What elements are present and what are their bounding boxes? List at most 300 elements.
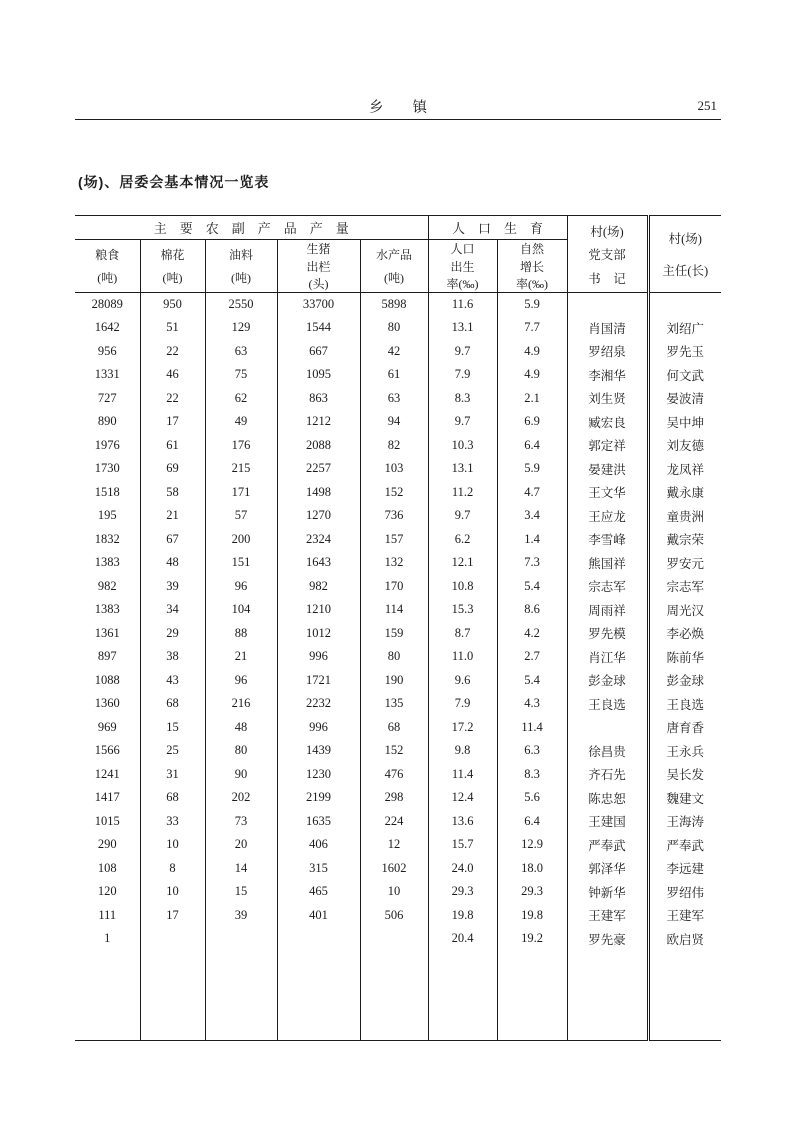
cell-birth-rate: 10.3 — [428, 434, 497, 458]
cell-oilseed — [205, 927, 277, 951]
cell-grain: 1331 — [94, 367, 120, 382]
cell-director-name: 李必焕 — [648, 622, 721, 646]
cell-grain: 1642 — [94, 320, 120, 335]
filler-cell — [428, 951, 497, 1041]
cell-secretary-name: 臧宏良 — [567, 410, 648, 434]
cell-aquatic: 190 — [360, 669, 428, 693]
cell-aquatic: 298 — [360, 786, 428, 810]
column-header-2 — [205, 240, 277, 293]
cell-oilseed: 176 — [205, 434, 277, 458]
cell-pigs: 1498 — [277, 481, 360, 505]
cell-oilseed: 49 — [205, 410, 277, 434]
cell-growth-rate: 2.1 — [497, 387, 567, 411]
cell-aquatic: 152 — [360, 739, 428, 763]
header-line: 棉花 — [160, 248, 185, 262]
cell-grain: 1566 — [94, 743, 120, 758]
cell-pigs: 1012 — [277, 622, 360, 646]
cell-birth-rate: 9.6 — [428, 669, 497, 693]
cell-growth-rate: 4.9 — [497, 363, 567, 387]
cell-grain: 897 — [97, 649, 117, 664]
cell-birth-rate: 13.6 — [428, 810, 497, 834]
cell-birth-rate: 15.7 — [428, 833, 497, 857]
cell-director-name: 罗绍伟 — [648, 880, 721, 904]
cell-cotton: 10 — [140, 880, 205, 904]
cell-secretary-name: 周雨祥 — [567, 598, 648, 622]
header-line: 书 记 — [588, 271, 626, 286]
cell-director-name: 陈前华 — [648, 645, 721, 669]
cell-birth-rate: 24.0 — [428, 857, 497, 881]
cell-cotton: 8 — [140, 857, 205, 881]
cell-grain: 1360 — [94, 696, 120, 711]
cell-aquatic: 157 — [360, 528, 428, 552]
cell-birth-rate: 7.9 — [428, 692, 497, 716]
cell-secretary-name — [567, 293, 648, 317]
table-row — [75, 645, 721, 669]
cell-grain: 1730 — [94, 461, 120, 476]
cell-birth-rate: 20.4 — [428, 927, 497, 951]
column-header-5 — [428, 240, 497, 293]
cell-aquatic: 63 — [360, 387, 428, 411]
cell-cotton: 17 — [140, 904, 205, 928]
cell-secretary-name: 严奉武 — [567, 833, 648, 857]
table-title: (场)、居委会基本情况一览表 — [78, 174, 270, 190]
cell-director-name: 周光汉 — [648, 598, 721, 622]
cell-birth-rate: 6.2 — [428, 528, 497, 552]
cell-birth-rate: 11.2 — [428, 481, 497, 505]
cell-grain: 1518 — [94, 484, 120, 499]
column-header-secretary — [567, 216, 648, 293]
cell-oilseed: 21 — [205, 645, 277, 669]
cell-pigs: 1212 — [277, 410, 360, 434]
cell-grain: 890 — [97, 414, 117, 429]
cell-cotton: 67 — [140, 528, 205, 552]
cell-secretary-name: 齐石先 — [567, 763, 648, 787]
cell-growth-rate: 6.9 — [497, 410, 567, 434]
group-header-products: 主 要 农 副 产 品 产 量 — [75, 216, 428, 240]
cell-growth-rate: 4.2 — [497, 622, 567, 646]
cell-director-name — [648, 293, 721, 317]
cell-aquatic: 82 — [360, 434, 428, 458]
cell-oilseed: 75 — [205, 363, 277, 387]
cell-oilseed: 20 — [205, 833, 277, 857]
cell-birth-rate: 19.8 — [428, 904, 497, 928]
header-line: 出栏 — [306, 259, 331, 274]
cell-director-name: 童贵洲 — [648, 504, 721, 528]
cell-pigs: 1230 — [277, 763, 360, 787]
cell-birth-rate: 13.1 — [428, 457, 497, 481]
table-row — [75, 410, 721, 434]
cell-grain: 28089 — [91, 297, 123, 311]
cell-grain: 1241 — [94, 766, 120, 781]
cell-director-name: 唐育香 — [648, 716, 721, 740]
cell-grain: 120 — [97, 884, 117, 899]
cell-grain: 1976 — [94, 437, 120, 452]
cell-grain: 727 — [97, 390, 117, 405]
cell-aquatic: 42 — [360, 340, 428, 364]
cell-growth-rate: 11.4 — [497, 716, 567, 740]
filler-cell — [567, 951, 648, 1041]
cell-cotton: 34 — [140, 598, 205, 622]
table-row — [75, 739, 721, 763]
cell-birth-rate: 9.7 — [428, 504, 497, 528]
cell-oilseed: 88 — [205, 622, 277, 646]
cell-growth-rate: 5.9 — [497, 457, 567, 481]
cell-secretary-name: 王良选 — [567, 692, 648, 716]
cell-cotton: 31 — [140, 763, 205, 787]
table-row — [75, 293, 721, 317]
cell-growth-rate: 6.3 — [497, 739, 567, 763]
table-row — [75, 904, 721, 928]
cell-birth-rate: 8.3 — [428, 387, 497, 411]
cell-grain: 1015 — [94, 813, 120, 828]
cell-oilseed: 80 — [205, 739, 277, 763]
cell-oilseed: 14 — [205, 857, 277, 881]
cell-growth-rate: 5.9 — [497, 293, 567, 317]
table-row — [75, 528, 721, 552]
cell-director-name: 彭金球 — [648, 669, 721, 693]
cell-pigs: 1635 — [277, 810, 360, 834]
filler-cell — [75, 951, 140, 1041]
table-row — [75, 363, 721, 387]
cell-growth-rate: 5.4 — [497, 669, 567, 693]
header-line: 出生 — [450, 259, 475, 274]
cell-secretary-name: 郭定祥 — [567, 434, 648, 458]
header-line: (吨) — [384, 271, 405, 285]
cell-pigs: 2199 — [277, 786, 360, 810]
cell-grain: 1 — [104, 931, 111, 946]
cell-pigs: 1544 — [277, 316, 360, 340]
cell-secretary-name: 郭泽华 — [567, 857, 648, 881]
cell-growth-rate: 4.9 — [497, 340, 567, 364]
cell-aquatic: 80 — [360, 316, 428, 340]
cell-cotton — [140, 927, 205, 951]
cell-grain: 1361 — [94, 625, 120, 640]
cell-oilseed: 62 — [205, 387, 277, 411]
cell-cotton: 69 — [140, 457, 205, 481]
cell-oilseed: 216 — [205, 692, 277, 716]
cell-director-name: 严奉武 — [648, 833, 721, 857]
cell-grain: 1832 — [94, 531, 120, 546]
cell-pigs: 1270 — [277, 504, 360, 528]
cell-growth-rate: 3.4 — [497, 504, 567, 528]
cell-director-name: 吴中坤 — [648, 410, 721, 434]
filler-cell — [277, 951, 360, 1041]
cell-pigs: 982 — [277, 575, 360, 599]
table-row — [75, 434, 721, 458]
column-header-1 — [140, 240, 205, 293]
cell-pigs: 2257 — [277, 457, 360, 481]
table-row — [75, 857, 721, 881]
header-line: 生猪 — [306, 242, 331, 257]
header-line: 村(场) — [668, 232, 702, 247]
table-row — [75, 716, 721, 740]
cell-grain: 969 — [97, 719, 117, 734]
cell-pigs: 667 — [277, 340, 360, 364]
cell-aquatic: 80 — [360, 645, 428, 669]
cell-pigs: 863 — [277, 387, 360, 411]
cell-director-name: 刘友德 — [648, 434, 721, 458]
cell-cotton: 51 — [140, 316, 205, 340]
table-row — [75, 316, 721, 340]
cell-cotton: 25 — [140, 739, 205, 763]
cell-grain: 982 — [97, 578, 117, 593]
cell-secretary-name — [567, 716, 648, 740]
cell-oilseed: 96 — [205, 669, 277, 693]
cell-oilseed: 2550 — [205, 293, 277, 317]
filler-cell — [205, 951, 277, 1041]
cell-oilseed: 39 — [205, 904, 277, 928]
page-number: 251 — [697, 98, 717, 113]
cell-growth-rate: 19.2 — [497, 927, 567, 951]
cell-growth-rate: 8.3 — [497, 763, 567, 787]
table-row — [75, 927, 721, 951]
cell-secretary-name: 徐昌贵 — [567, 739, 648, 763]
cell-aquatic — [360, 927, 428, 951]
cell-pigs: 2324 — [277, 528, 360, 552]
column-header-director — [648, 216, 721, 293]
cell-aquatic: 132 — [360, 551, 428, 575]
cell-aquatic: 10 — [360, 880, 428, 904]
table-row — [75, 598, 721, 622]
filler-cell — [360, 951, 428, 1041]
header-line: 水产品 — [376, 248, 413, 262]
header-line: 油料 — [228, 248, 253, 262]
cell-birth-rate: 11.6 — [428, 293, 497, 317]
cell-cotton: 39 — [140, 575, 205, 599]
cell-aquatic: 170 — [360, 575, 428, 599]
cell-birth-rate: 12.4 — [428, 786, 497, 810]
cell-growth-rate: 1.4 — [497, 528, 567, 552]
cell-grain: 1383 — [94, 602, 120, 617]
cell-growth-rate: 18.0 — [497, 857, 567, 881]
group-header-population: 人 口 生 育 — [428, 216, 567, 240]
stats-table — [75, 215, 721, 1041]
cell-pigs: 1095 — [277, 363, 360, 387]
cell-grain: 1088 — [94, 672, 120, 687]
cell-growth-rate: 4.7 — [497, 481, 567, 505]
cell-pigs: 996 — [277, 645, 360, 669]
table-row — [75, 669, 721, 693]
cell-oilseed: 202 — [205, 786, 277, 810]
cell-oilseed: 57 — [205, 504, 277, 528]
column-header-0 — [75, 240, 140, 293]
cell-aquatic: 68 — [360, 716, 428, 740]
cell-growth-rate: 4.3 — [497, 692, 567, 716]
table-row — [75, 340, 721, 364]
cell-aquatic: 159 — [360, 622, 428, 646]
cell-cotton: 22 — [140, 340, 205, 364]
cell-growth-rate: 6.4 — [497, 434, 567, 458]
table-row — [75, 387, 721, 411]
cell-cotton: 48 — [140, 551, 205, 575]
cell-birth-rate: 11.4 — [428, 763, 497, 787]
cell-birth-rate: 8.7 — [428, 622, 497, 646]
header-line: (吨) — [231, 271, 251, 285]
cell-pigs: 1643 — [277, 551, 360, 575]
cell-cotton: 68 — [140, 786, 205, 810]
cell-cotton: 58 — [140, 481, 205, 505]
cell-pigs: 1439 — [277, 739, 360, 763]
cell-aquatic: 5898 — [360, 293, 428, 317]
cell-secretary-name: 钟新华 — [567, 880, 648, 904]
filler-cell — [497, 951, 567, 1041]
cell-growth-rate: 8.6 — [497, 598, 567, 622]
cell-birth-rate: 17.2 — [428, 716, 497, 740]
cell-cotton: 68 — [140, 692, 205, 716]
cell-pigs: 401 — [277, 904, 360, 928]
cell-growth-rate: 29.3 — [497, 880, 567, 904]
cell-secretary-name: 熊国祥 — [567, 551, 648, 575]
table-row — [75, 833, 721, 857]
cell-growth-rate: 5.4 — [497, 575, 567, 599]
column-header-3 — [277, 240, 360, 293]
cell-birth-rate: 7.9 — [428, 363, 497, 387]
cell-director-name: 罗先玉 — [648, 340, 721, 364]
cell-oilseed: 171 — [205, 481, 277, 505]
cell-birth-rate: 9.7 — [428, 410, 497, 434]
cell-secretary-name: 罗先豪 — [567, 927, 648, 951]
cell-birth-rate: 9.8 — [428, 739, 497, 763]
cell-grain: 108 — [97, 860, 117, 875]
cell-pigs: 465 — [277, 880, 360, 904]
cell-oilseed: 104 — [205, 598, 277, 622]
cell-grain: 290 — [97, 837, 117, 852]
cell-grain: 1417 — [94, 790, 120, 805]
table-head — [75, 216, 721, 293]
cell-secretary-name: 李湘华 — [567, 363, 648, 387]
cell-aquatic: 135 — [360, 692, 428, 716]
cell-grain: 195 — [97, 508, 117, 523]
cell-director-name: 魏建文 — [648, 786, 721, 810]
cell-birth-rate: 10.8 — [428, 575, 497, 599]
cell-director-name: 王海涛 — [648, 810, 721, 834]
cell-director-name: 王建军 — [648, 904, 721, 928]
table-row — [75, 880, 721, 904]
cell-growth-rate: 7.7 — [497, 316, 567, 340]
header-line: 党支部 — [588, 248, 626, 262]
cell-grain: 1383 — [94, 555, 120, 570]
cell-secretary-name: 刘生贤 — [567, 387, 648, 411]
cell-pigs: 2088 — [277, 434, 360, 458]
cell-secretary-name: 罗绍泉 — [567, 340, 648, 364]
cell-oilseed: 63 — [205, 340, 277, 364]
cell-cotton: 61 — [140, 434, 205, 458]
cell-director-name: 王永兵 — [648, 739, 721, 763]
header-line: 粮食 — [95, 248, 120, 262]
cell-pigs: 1721 — [277, 669, 360, 693]
cell-aquatic: 103 — [360, 457, 428, 481]
cell-secretary-name: 晏建洪 — [567, 457, 648, 481]
cell-aquatic: 1602 — [360, 857, 428, 881]
cell-cotton: 43 — [140, 669, 205, 693]
header-line: 率(‰) — [446, 276, 479, 291]
cell-aquatic: 736 — [360, 504, 428, 528]
cell-oilseed: 200 — [205, 528, 277, 552]
cell-director-name: 晏波清 — [648, 387, 721, 411]
cell-director-name: 吴长发 — [648, 763, 721, 787]
header-line: (吨) — [162, 271, 183, 285]
cell-cotton: 950 — [140, 293, 205, 317]
cell-birth-rate: 9.7 — [428, 340, 497, 364]
cell-birth-rate: 15.3 — [428, 598, 497, 622]
cell-aquatic: 506 — [360, 904, 428, 928]
cell-birth-rate: 12.1 — [428, 551, 497, 575]
cell-director-name: 刘绍广 — [648, 316, 721, 340]
cell-director-name: 罗安元 — [648, 551, 721, 575]
table-row — [75, 763, 721, 787]
header-line: (吨) — [97, 271, 118, 285]
filler-cell — [140, 951, 205, 1041]
table-row — [75, 622, 721, 646]
cell-pigs: 996 — [277, 716, 360, 740]
header-line: 率(‰) — [516, 276, 549, 291]
cell-cotton: 29 — [140, 622, 205, 646]
cell-secretary-name: 李雪峰 — [567, 528, 648, 552]
table-row — [75, 575, 721, 599]
cell-secretary-name: 肖国清 — [567, 316, 648, 340]
cell-growth-rate: 12.9 — [497, 833, 567, 857]
cell-growth-rate: 19.8 — [497, 904, 567, 928]
cell-pigs: 315 — [277, 857, 360, 881]
cell-pigs: 1210 — [277, 598, 360, 622]
cell-cotton: 33 — [140, 810, 205, 834]
cell-secretary-name: 彭金球 — [567, 669, 648, 693]
cell-growth-rate: 6.4 — [497, 810, 567, 834]
cell-pigs — [277, 927, 360, 951]
cell-director-name: 龙凤祥 — [648, 457, 721, 481]
table-row — [75, 551, 721, 575]
cell-secretary-name: 王建国 — [567, 810, 648, 834]
cell-birth-rate: 13.1 — [428, 316, 497, 340]
cell-cotton: 46 — [140, 363, 205, 387]
cell-grain: 111 — [98, 907, 117, 922]
table-row — [75, 504, 721, 528]
filler-cell — [648, 951, 721, 1041]
cell-secretary-name: 王文华 — [567, 481, 648, 505]
table-row — [75, 786, 721, 810]
cell-oilseed: 151 — [205, 551, 277, 575]
cell-birth-rate: 11.0 — [428, 645, 497, 669]
page-header-title: 乡 镇 — [369, 100, 427, 116]
cell-aquatic: 12 — [360, 833, 428, 857]
cell-cotton: 17 — [140, 410, 205, 434]
cell-cotton: 15 — [140, 716, 205, 740]
cell-oilseed: 96 — [205, 575, 277, 599]
cell-secretary-name: 陈忠恕 — [567, 786, 648, 810]
header-line: 村(场) — [590, 224, 624, 239]
table-row — [75, 810, 721, 834]
column-header-6 — [497, 240, 567, 293]
filler-row — [75, 951, 721, 1041]
header-line: 增长 — [520, 259, 545, 274]
cell-oilseed: 90 — [205, 763, 277, 787]
cell-cotton: 22 — [140, 387, 205, 411]
table-row — [75, 481, 721, 505]
cell-director-name: 李远建 — [648, 857, 721, 881]
cell-aquatic: 152 — [360, 481, 428, 505]
table-body — [75, 293, 721, 1041]
cell-pigs: 406 — [277, 833, 360, 857]
header-rule — [75, 119, 721, 120]
cell-director-name: 何文武 — [648, 363, 721, 387]
cell-secretary-name: 王应龙 — [567, 504, 648, 528]
cell-pigs: 2232 — [277, 692, 360, 716]
cell-cotton: 21 — [140, 504, 205, 528]
cell-birth-rate: 29.3 — [428, 880, 497, 904]
cell-cotton: 10 — [140, 833, 205, 857]
cell-aquatic: 224 — [360, 810, 428, 834]
cell-cotton: 38 — [140, 645, 205, 669]
